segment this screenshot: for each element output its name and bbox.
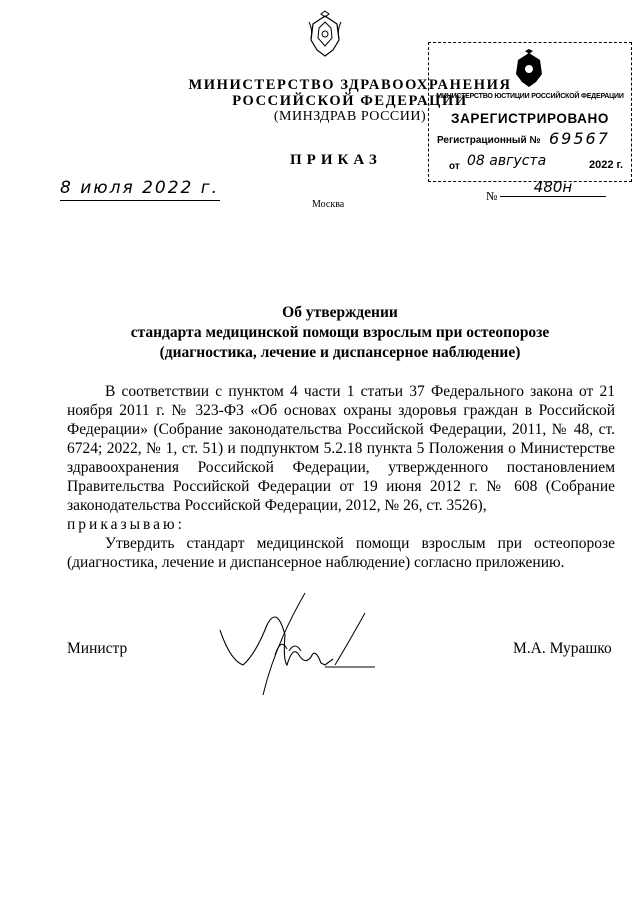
stamp-status: ЗАРЕГИСТРИРОВАНО [451,111,609,126]
order-word: приказываю: [67,516,185,533]
title-line-3: (диагностика, лечение и диспансерное наблюдение) [159,344,521,361]
signature-position: Министр [67,640,128,657]
title-line-1: Об утверждении [282,304,398,321]
stamp-emblem-icon [511,49,547,91]
stamp-reg-number: 69567 [549,129,610,148]
registration-stamp [428,42,632,182]
order-date: 8 июля 2022 г. [60,178,220,201]
order-number: 480н [500,178,606,197]
stamp-org: МИНИСТЕРСТВО ЮСТИЦИИ РОССИЙСКОЙ ФЕДЕРАЦИИ [436,93,624,100]
stamp-date-label: от [449,161,460,172]
signature-name: М.А. Мурашко [513,640,612,657]
document-body [67,382,615,572]
order-city: Москва [312,199,345,210]
stamp-year: 2022 г. [589,159,624,171]
ministry-line-2: РОССИЙСКОЙ ФЕДЕРАЦИИ [232,93,468,109]
document-title [80,303,600,363]
title-line-2: стандарта медицинской помощи взрослым при остеопорозе [130,324,550,341]
stamp-reg-label: Регистрационный № [437,135,541,146]
stamp-date-value: 08 августа [467,153,547,169]
order-number-label: № [486,189,498,203]
body-paragraph-2: Утвердить стандарт медицинской помощи взрослым при остеопорозе (диагностика, лечение и диспансерное наблюдение) согласно приложению. [67,535,615,571]
ministry-line-3: (МИНЗДРАВ РОССИИ) [273,109,427,124]
document-type: ПРИКАЗ [290,152,382,168]
coat-of-arms-emblem [305,10,345,62]
ministry-line-1: МИНИСТЕРСТВО ЗДРАВООХРАНЕНИЯ [188,77,512,93]
body-paragraph-1: В соответствии с пунктом 4 части 1 статьи 37 Федерального закона от 21 ноября 2011 г. № 323-ФЗ «Об основах охраны здоровья граждан в Российской Федерации» (Собрание законодательства Российской Федерации, 2011, № 48, ст. 6724; 2022, № 1, ст. 51) и подпунктом 5.2.18 пункта 5 Положения о Министерстве здравоохранения Российской Федерации, утвержденного постановлением Правительства Российской Федерации от 19 июня 2012 г. № 608 (Собрание законодательства Российской Федерации, 2012, № 26, ст. 3526), [67,383,615,514]
handwritten-signature [215,585,385,700]
